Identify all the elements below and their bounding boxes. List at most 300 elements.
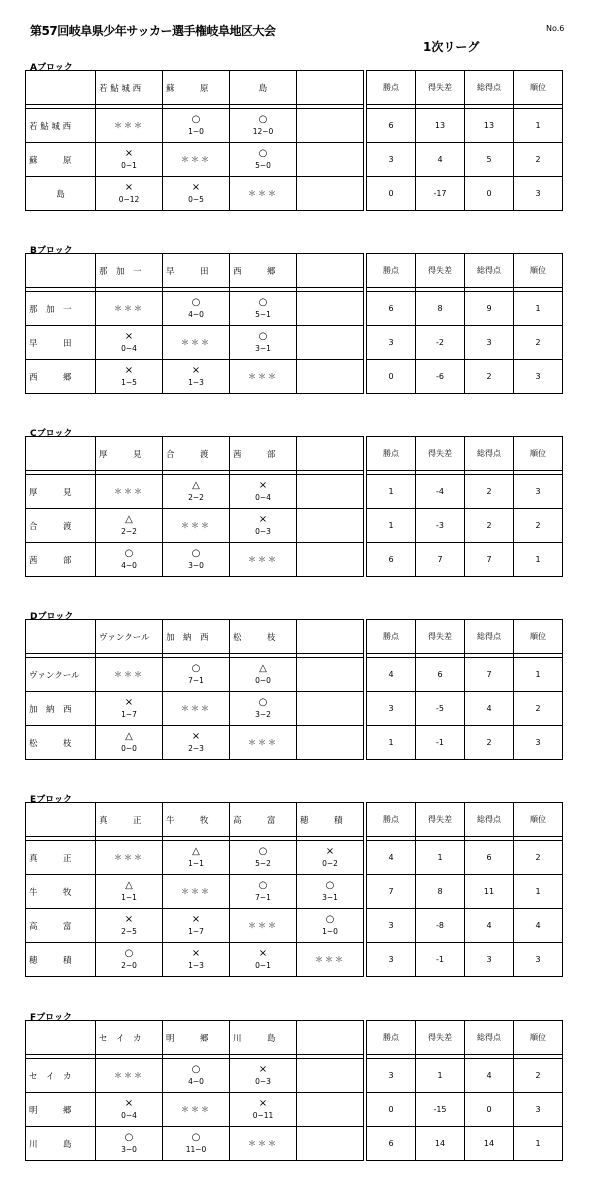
result-cell	[163, 292, 230, 326]
result-cell	[96, 875, 163, 909]
result-mark: ○	[191, 547, 201, 559]
result-cell	[163, 658, 230, 692]
corner-cell	[26, 803, 96, 837]
result-mark: ×	[191, 730, 201, 742]
team-header-name: 合 渡	[166, 449, 209, 460]
self-match-cell: ＊＊＊	[96, 109, 163, 143]
points-value: 0	[367, 177, 416, 211]
team-header-name: 蘇 原	[166, 83, 209, 94]
table-row	[26, 658, 563, 692]
team-header	[230, 437, 297, 471]
points-value: 4	[367, 658, 416, 692]
table-row	[26, 909, 563, 943]
rank-value: 3	[514, 726, 563, 760]
standings-table	[25, 1020, 563, 1161]
team-name-cell	[26, 726, 96, 760]
result-mark: ○	[258, 296, 268, 308]
points-header: 勝点	[367, 71, 416, 105]
goals-header: 総得点	[465, 620, 514, 654]
goals-value: 6	[465, 841, 514, 875]
team-name: 早 田	[29, 338, 72, 349]
team-header-name: 松 枝	[233, 632, 276, 643]
rank-value: 2	[514, 326, 563, 360]
result-mark: ×	[258, 479, 268, 491]
goal-diff-value: -15	[416, 1093, 465, 1127]
points-value: 1	[367, 726, 416, 760]
rank-value: 2	[514, 1059, 563, 1093]
team-name: 真 正	[29, 853, 72, 864]
points-value: 6	[367, 292, 416, 326]
goal-diff-value: -4	[416, 475, 465, 509]
result-cell	[297, 475, 364, 509]
team-name-cell	[26, 1059, 96, 1093]
goal-diff-value: -1	[416, 943, 465, 977]
result-mark: ○	[191, 662, 201, 674]
team-name: 加 納 西	[29, 704, 72, 715]
goals-value: 7	[465, 543, 514, 577]
points-value: 3	[367, 909, 416, 943]
result-cell	[297, 726, 364, 760]
result-mark: ×	[124, 330, 134, 342]
result-cell	[230, 875, 297, 909]
corner-cell	[26, 437, 96, 471]
team-name: 蘇 原	[29, 155, 72, 166]
self-match-cell: ＊＊＊	[230, 1127, 297, 1161]
result-mark: ○	[191, 296, 201, 308]
match-score: 1−3	[188, 377, 204, 387]
self-match-cell: ＊＊＊	[163, 875, 230, 909]
result-mark: ×	[258, 1063, 268, 1075]
team-header	[230, 254, 297, 288]
rank-value: 4	[514, 909, 563, 943]
match-score: 2−2	[121, 526, 137, 536]
rank-value: 1	[514, 543, 563, 577]
result-cell	[163, 1127, 230, 1161]
result-mark: ○	[258, 879, 268, 891]
team-header-name: 那 加 一	[99, 266, 142, 277]
header-row	[26, 1021, 563, 1055]
match-score: 1−0	[188, 126, 204, 136]
team-name-cell	[26, 509, 96, 543]
result-mark: △	[125, 513, 133, 525]
match-score: 2−3	[188, 743, 204, 753]
rank-value: 1	[514, 1127, 563, 1161]
block-label: Fブロック	[30, 1013, 72, 1023]
team-header	[230, 1021, 297, 1055]
header-row	[26, 620, 563, 654]
rank-value: 1	[514, 109, 563, 143]
team-name: 明 郷	[29, 1105, 72, 1116]
goal-diff-header: 得失差	[416, 71, 465, 105]
goal-diff-value: -17	[416, 177, 465, 211]
goals-value: 3	[465, 326, 514, 360]
goal-diff-value: 8	[416, 875, 465, 909]
match-score: 0−12	[118, 194, 140, 204]
points-value: 3	[367, 692, 416, 726]
team-header	[297, 1021, 364, 1055]
result-mark: ×	[124, 696, 134, 708]
goals-value: 0	[465, 177, 514, 211]
team-header	[163, 620, 230, 654]
match-score: 3−0	[188, 560, 204, 570]
team-name: 那 加 一	[29, 304, 72, 315]
team-header	[96, 803, 163, 837]
result-cell	[230, 841, 297, 875]
match-score: 0−0	[121, 743, 137, 753]
block-label: Cブロック	[30, 429, 73, 439]
goals-header: 総得点	[465, 1021, 514, 1055]
points-value: 4	[367, 841, 416, 875]
result-cell	[163, 475, 230, 509]
team-header	[163, 1021, 230, 1055]
goal-diff-header: 得失差	[416, 620, 465, 654]
rank-value: 3	[514, 360, 563, 394]
result-mark: ○	[258, 330, 268, 342]
team-header	[163, 254, 230, 288]
block-label: Aブロック	[30, 63, 73, 73]
result-cell	[230, 475, 297, 509]
result-cell	[297, 909, 364, 943]
match-score: 0−4	[255, 492, 271, 502]
result-cell	[163, 360, 230, 394]
match-score: 0−3	[255, 526, 271, 536]
table-row	[26, 1093, 563, 1127]
team-header	[163, 71, 230, 105]
team-name: セ イ カ	[29, 1071, 72, 1082]
result-cell	[297, 1059, 364, 1093]
goals-value: 5	[465, 143, 514, 177]
match-score: 2−0	[121, 960, 137, 970]
match-score: 1−5	[121, 377, 137, 387]
match-score: 1−1	[121, 892, 137, 902]
team-header	[297, 437, 364, 471]
rank-value: 1	[514, 658, 563, 692]
goals-value: 3	[465, 943, 514, 977]
team-name-cell	[26, 360, 96, 394]
match-score: 11−0	[185, 1144, 207, 1154]
goal-diff-value: -8	[416, 909, 465, 943]
header-row	[26, 71, 563, 105]
team-header-name: 早 田	[166, 266, 209, 277]
result-mark: ○	[124, 547, 134, 559]
team-header	[163, 437, 230, 471]
table-row	[26, 109, 563, 143]
goal-diff-value: 14	[416, 1127, 465, 1161]
header-row	[26, 254, 563, 288]
points-value: 3	[367, 943, 416, 977]
team-name-cell	[26, 943, 96, 977]
result-cell	[163, 943, 230, 977]
rank-value: 2	[514, 692, 563, 726]
self-match-cell: ＊＊＊	[96, 658, 163, 692]
result-cell	[96, 360, 163, 394]
match-score: 0−0	[255, 675, 271, 685]
standings-table	[25, 70, 563, 211]
result-cell	[96, 726, 163, 760]
result-mark: ○	[124, 947, 134, 959]
points-value: 6	[367, 1127, 416, 1161]
block-label: Eブロック	[30, 795, 72, 805]
corner-cell	[26, 71, 96, 105]
result-mark: ×	[124, 181, 134, 193]
self-match-cell: ＊＊＊	[230, 909, 297, 943]
team-name: 島	[56, 189, 65, 200]
team-name-cell	[26, 875, 96, 909]
result-mark: ×	[191, 947, 201, 959]
result-mark: △	[259, 662, 267, 674]
table-row	[26, 360, 563, 394]
team-header	[96, 71, 163, 105]
result-mark: ×	[191, 181, 201, 193]
table-row	[26, 143, 563, 177]
result-cell	[297, 543, 364, 577]
result-cell	[230, 943, 297, 977]
table-row	[26, 1059, 563, 1093]
points-header: 勝点	[367, 254, 416, 288]
points-header: 勝点	[367, 803, 416, 837]
result-mark: ×	[124, 1097, 134, 1109]
result-cell	[96, 509, 163, 543]
result-mark: ○	[258, 113, 268, 125]
goal-diff-value: 8	[416, 292, 465, 326]
goals-header: 総得点	[465, 71, 514, 105]
match-score: 1−0	[322, 926, 338, 936]
team-name: 合 渡	[29, 521, 72, 532]
team-header	[230, 620, 297, 654]
match-score: 4−0	[121, 560, 137, 570]
team-name: 若 鮎 城 西	[29, 121, 72, 132]
goal-diff-value: -5	[416, 692, 465, 726]
rank-header: 順位	[514, 71, 563, 105]
result-cell	[163, 109, 230, 143]
result-cell	[297, 292, 364, 326]
rank-value: 1	[514, 875, 563, 909]
result-mark: ×	[258, 1097, 268, 1109]
team-name-cell	[26, 292, 96, 326]
self-match-cell: ＊＊＊	[297, 943, 364, 977]
goals-value: 14	[465, 1127, 514, 1161]
goals-header: 総得点	[465, 803, 514, 837]
table-row	[26, 292, 563, 326]
goals-value: 4	[465, 909, 514, 943]
team-name-cell	[26, 143, 96, 177]
team-name-cell	[26, 177, 96, 211]
team-name-cell	[26, 658, 96, 692]
result-cell	[297, 509, 364, 543]
result-cell	[230, 658, 297, 692]
team-header	[96, 1021, 163, 1055]
result-mark: △	[192, 479, 200, 491]
page-number: No.6	[546, 24, 565, 33]
rank-header: 順位	[514, 620, 563, 654]
result-cell	[230, 1059, 297, 1093]
result-cell	[297, 841, 364, 875]
match-score: 4−0	[188, 309, 204, 319]
self-match-cell: ＊＊＊	[163, 509, 230, 543]
goals-value: 2	[465, 475, 514, 509]
team-header-name: 若 鮎 城 西	[99, 83, 142, 94]
team-name: 茜 部	[29, 555, 72, 566]
self-match-cell: ＊＊＊	[96, 841, 163, 875]
team-header-name: ヴァンクール	[99, 632, 150, 643]
match-score: 1−1	[188, 858, 204, 868]
table-row	[26, 692, 563, 726]
team-name: 厚 見	[29, 487, 72, 498]
goal-diff-header: 得失差	[416, 437, 465, 471]
table-row	[26, 509, 563, 543]
match-score: 5−1	[255, 309, 271, 319]
rank-value: 1	[514, 292, 563, 326]
goal-diff-header: 得失差	[416, 254, 465, 288]
goal-diff-value: 13	[416, 109, 465, 143]
team-header	[297, 254, 364, 288]
table-row	[26, 943, 563, 977]
team-header	[230, 803, 297, 837]
standings-table	[25, 802, 563, 977]
result-mark: ×	[191, 913, 201, 925]
rank-value: 3	[514, 943, 563, 977]
team-name-cell	[26, 475, 96, 509]
result-mark: ○	[258, 696, 268, 708]
result-mark: △	[125, 879, 133, 891]
result-cell	[96, 1093, 163, 1127]
points-value: 6	[367, 109, 416, 143]
result-cell	[163, 543, 230, 577]
table-row	[26, 177, 563, 211]
self-match-cell: ＊＊＊	[96, 1059, 163, 1093]
result-cell	[297, 326, 364, 360]
table-row	[26, 841, 563, 875]
self-match-cell: ＊＊＊	[230, 543, 297, 577]
result-cell	[96, 326, 163, 360]
page-title: 第57回岐阜県少年サッカー選手権岐阜地区大会	[30, 24, 276, 38]
table-row	[26, 875, 563, 909]
result-cell	[230, 143, 297, 177]
rank-header: 順位	[514, 437, 563, 471]
result-mark: ○	[191, 1063, 201, 1075]
goal-diff-value: 7	[416, 543, 465, 577]
self-match-cell: ＊＊＊	[163, 143, 230, 177]
result-mark: ○	[325, 879, 335, 891]
team-name: 高 富	[29, 921, 72, 932]
team-name: 松 枝	[29, 738, 72, 749]
result-cell	[96, 1127, 163, 1161]
team-name-cell	[26, 543, 96, 577]
result-cell	[297, 658, 364, 692]
corner-cell	[26, 620, 96, 654]
team-header-name: 真 正	[99, 815, 142, 826]
goal-diff-value: -1	[416, 726, 465, 760]
result-cell	[297, 109, 364, 143]
team-name: 川 島	[29, 1139, 72, 1150]
match-score: 3−1	[255, 343, 271, 353]
team-header-name: 牛 牧	[166, 815, 209, 826]
table-row	[26, 475, 563, 509]
result-cell	[96, 143, 163, 177]
result-mark: ○	[325, 913, 335, 925]
match-score: 5−0	[255, 160, 271, 170]
team-name-cell	[26, 692, 96, 726]
result-mark: ×	[124, 364, 134, 376]
team-header-name: 島	[258, 83, 268, 94]
result-cell	[230, 326, 297, 360]
goals-value: 4	[465, 1059, 514, 1093]
match-score: 2−5	[121, 926, 137, 936]
match-score: 1−7	[188, 926, 204, 936]
points-header: 勝点	[367, 437, 416, 471]
team-header	[96, 254, 163, 288]
standings-table	[25, 253, 563, 394]
match-score: 5−2	[255, 858, 271, 868]
goals-value: 2	[465, 726, 514, 760]
goal-diff-header: 得失差	[416, 803, 465, 837]
team-name-cell	[26, 1093, 96, 1127]
team-header	[96, 437, 163, 471]
standings-table	[25, 619, 563, 760]
table-row	[26, 543, 563, 577]
points-value: 7	[367, 875, 416, 909]
points-value: 3	[367, 1059, 416, 1093]
goal-diff-value: 1	[416, 841, 465, 875]
self-match-cell: ＊＊＊	[230, 726, 297, 760]
team-name-cell	[26, 1127, 96, 1161]
match-score: 1−7	[121, 709, 137, 719]
points-header: 勝点	[367, 620, 416, 654]
points-value: 1	[367, 509, 416, 543]
points-value: 6	[367, 543, 416, 577]
result-mark: ○	[258, 845, 268, 857]
goal-diff-value: -6	[416, 360, 465, 394]
team-header-name: セ イ カ	[99, 1033, 142, 1044]
match-score: 3−2	[255, 709, 271, 719]
goals-value: 7	[465, 658, 514, 692]
result-cell	[297, 177, 364, 211]
result-mark: △	[125, 730, 133, 742]
goal-diff-value: 1	[416, 1059, 465, 1093]
goals-value: 2	[465, 509, 514, 543]
team-header	[230, 71, 297, 105]
result-mark: ○	[258, 147, 268, 159]
points-value: 0	[367, 1093, 416, 1127]
self-match-cell: ＊＊＊	[230, 177, 297, 211]
self-match-cell: ＊＊＊	[163, 692, 230, 726]
result-cell	[230, 1093, 297, 1127]
match-score: 7−1	[188, 675, 204, 685]
team-header-name: 加 納 西	[166, 632, 209, 643]
rank-value: 2	[514, 143, 563, 177]
result-cell	[230, 509, 297, 543]
team-header	[297, 620, 364, 654]
result-cell	[230, 692, 297, 726]
match-score: 1−3	[188, 960, 204, 970]
goal-diff-header: 得失差	[416, 1021, 465, 1055]
result-cell	[163, 909, 230, 943]
team-name: ヴァンクール	[29, 670, 80, 681]
match-score: 12−0	[252, 126, 274, 136]
table-row	[26, 1127, 563, 1161]
match-score: 0−2	[322, 858, 338, 868]
match-score: 0−5	[188, 194, 204, 204]
result-cell	[230, 292, 297, 326]
result-mark: ○	[191, 1131, 201, 1143]
points-value: 3	[367, 326, 416, 360]
block-label: Dブロック	[30, 612, 74, 622]
match-score: 0−11	[252, 1110, 274, 1120]
self-match-cell: ＊＊＊	[163, 326, 230, 360]
team-header-name: 川 島	[233, 1033, 276, 1044]
result-cell	[163, 177, 230, 211]
team-name-cell	[26, 841, 96, 875]
